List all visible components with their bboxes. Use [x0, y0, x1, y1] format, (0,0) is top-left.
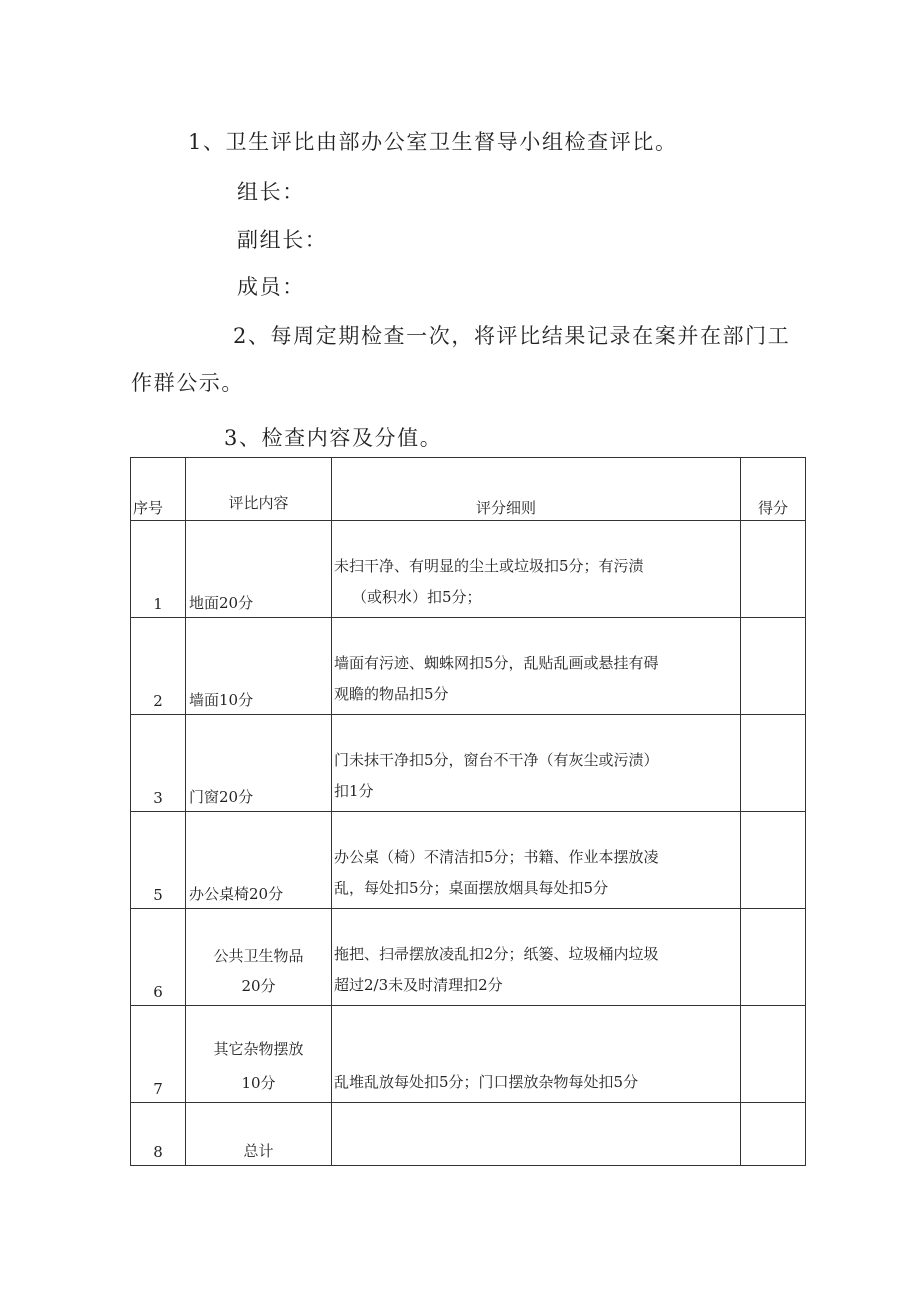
row-no: 3: [131, 715, 186, 812]
rule-line: 超过2/3未及时清理扣2分: [334, 976, 503, 994]
row-rule: [332, 812, 741, 909]
rule-line: 扣1分: [334, 782, 374, 800]
row-score-cell[interactable]: [741, 618, 806, 715]
rule-line: 门未抹干净扣5分，窗台不干净（有灰尘或污渍）: [334, 751, 659, 769]
row-score-cell[interactable]: [741, 1006, 806, 1103]
rule-line: 观瞻的物品扣5分: [334, 685, 449, 703]
row-score-cell[interactable]: [741, 1103, 806, 1166]
item-line: 10分: [241, 1074, 276, 1092]
table-row: [131, 715, 806, 812]
rule-line: 办公桌（椅）不清洁扣5分；书籍、作业本摆放凌: [334, 848, 659, 866]
table-row: [131, 618, 806, 715]
row-no: 1: [131, 521, 186, 618]
row-score-cell[interactable]: [741, 812, 806, 909]
table-row: [131, 812, 806, 909]
header-rule: 评分细则: [332, 458, 741, 521]
paragraph-content-and-scores: 3、检查内容及分值。: [224, 426, 443, 450]
row-rule: [332, 1006, 741, 1103]
header-no: 序号: [131, 458, 186, 521]
table-row: [131, 521, 806, 618]
paragraph-inspection-group: 1、卫生评比由部办公室卫生督导小组检查评比。: [188, 130, 678, 154]
row-score-cell[interactable]: [741, 909, 806, 1006]
row-no: 7: [131, 1006, 186, 1103]
row-item: [186, 1006, 332, 1103]
row-item: 总计: [186, 1103, 332, 1166]
row-item: 办公桌椅20分: [186, 812, 332, 909]
rule-line: 乱堆乱放每处扣5分；门口摆放杂物每处扣5分: [334, 1073, 639, 1091]
table-header-row: [131, 458, 806, 521]
row-score-cell[interactable]: [741, 715, 806, 812]
row-item: 地面20分: [186, 521, 332, 618]
header-score: 得分: [741, 458, 806, 521]
row-no: 5: [131, 812, 186, 909]
item-line: 其它杂物摆放: [213, 1040, 304, 1058]
paragraph-deputy-leader: 副组长：: [237, 228, 328, 252]
table-row: [131, 909, 806, 1006]
rule-line: （或积水）扣5分；: [352, 588, 482, 606]
rule-line: 墙面有污迹、蜘蛛网扣5分，乱贴乱画或悬挂有碍: [334, 654, 659, 672]
row-item: 门窗20分: [186, 715, 332, 812]
rule-line: 拖把、扫帚摆放凌乱扣2分；纸篓、垃圾桶内垃圾: [334, 945, 659, 963]
row-no: 2: [131, 618, 186, 715]
paragraph-group-leader: 组长：: [237, 180, 305, 204]
paragraph-members: 成员：: [237, 275, 305, 299]
row-rule: [332, 909, 741, 1006]
table-row: [131, 1006, 806, 1103]
paragraph-weekly-check-line2: 作群公示。: [131, 371, 244, 395]
row-item: 墙面10分: [186, 618, 332, 715]
row-rule: [332, 715, 741, 812]
table-row-total: [131, 1103, 806, 1166]
row-rule: [332, 1103, 741, 1166]
row-rule: [332, 521, 741, 618]
rule-line: 乱，每处扣5分；桌面摆放烟具每处扣5分: [334, 879, 609, 897]
item-line: 20分: [241, 977, 276, 995]
item-line: 公共卫生物品: [213, 947, 304, 965]
inspection-table: [130, 457, 806, 1166]
row-no: 8: [131, 1103, 186, 1166]
row-no: 6: [131, 909, 186, 1006]
paragraph-weekly-check-line1: 2、每周定期检查一次，将评比结果记录在案并在部门工: [233, 324, 791, 348]
header-item: 评比内容: [186, 458, 332, 521]
row-rule: [332, 618, 741, 715]
row-item: [186, 909, 332, 1006]
rule-line: 未扫干净、有明显的尘土或垃圾扣5分；有污渍: [334, 557, 644, 575]
row-score-cell[interactable]: [741, 521, 806, 618]
